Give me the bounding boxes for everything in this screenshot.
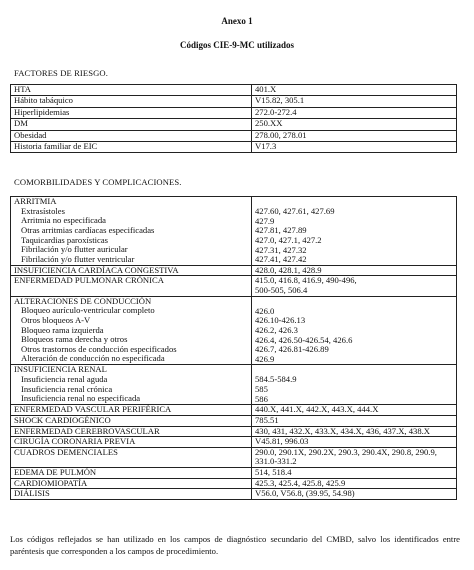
group-title: ALTERACIONES DE CONDUCCIÓN bbox=[14, 295, 152, 306]
table-row bbox=[11, 478, 457, 489]
group-item-code: 426.0 bbox=[255, 305, 275, 316]
group-item-label: Insuficiencia renal aguda bbox=[21, 374, 108, 384]
row-code bbox=[252, 276, 457, 296]
table-row bbox=[11, 365, 457, 405]
group-title: INSUFICIENCIA RENAL bbox=[14, 364, 107, 375]
table-row bbox=[11, 276, 457, 296]
row-code: 440.X, 441.X, 442.X, 443.X, 444.X bbox=[252, 405, 457, 416]
table-row bbox=[11, 265, 457, 276]
table-row bbox=[11, 405, 457, 416]
risk-label: HTA bbox=[11, 85, 252, 96]
group-item-code: 427.0, 427.1, 427.2 bbox=[255, 234, 322, 245]
group-item-code: 426.9 bbox=[255, 353, 275, 364]
row-label: SHOCK CARDIOGÉNICO bbox=[11, 415, 252, 426]
group-item-code: 427.81, 427.89 bbox=[255, 225, 307, 236]
group-item-label: Otros bloqueos A-V bbox=[21, 314, 91, 325]
conduccion-codes bbox=[252, 296, 457, 365]
row-label: INSUFICIENCIA CARDÍACA CONGESTIVA bbox=[11, 265, 252, 276]
table-row bbox=[11, 426, 457, 437]
comorbidities-table bbox=[10, 196, 457, 500]
group-item-code: 427.9 bbox=[255, 215, 275, 226]
risk-code: 272.0-272.4 bbox=[252, 107, 457, 118]
conduccion-cell bbox=[11, 296, 252, 365]
group-item-label: Fibrilación y/o flutter auricular bbox=[21, 244, 128, 255]
document-subtitle: Códigos CIE-9-MC utilizados bbox=[179, 40, 294, 50]
row-code bbox=[252, 447, 457, 467]
group-item-label: Bloqueo rama izquierda bbox=[21, 324, 104, 335]
group-item-code: 585 bbox=[255, 384, 268, 394]
insuf-renal-cell bbox=[11, 365, 252, 405]
row-label: CUADROS DEMENCIALES bbox=[11, 447, 252, 467]
risk-factors-table bbox=[10, 84, 457, 153]
table-row bbox=[11, 447, 457, 467]
group-item-label: Fibrilación y/o flutter ventricular bbox=[21, 253, 135, 264]
row-code-line: 331.0-331.2 bbox=[255, 456, 297, 467]
group-item-code: 427.31, 427.32 bbox=[255, 244, 307, 255]
row-label: EDEMA DE PULMÓN bbox=[11, 468, 252, 479]
row-label: ENFERMEDAD CEREBROVASCULAR bbox=[11, 426, 252, 437]
row-code: 430, 431, 432.X, 433.X, 434.X, 436, 437.X, 438.X bbox=[252, 426, 457, 437]
risk-label: Hiperlipidemias bbox=[11, 107, 252, 118]
row-code: V56.0, V56.8, (39.95, 54.98) bbox=[252, 489, 457, 500]
group-item-code: 427.41, 427.42 bbox=[255, 254, 307, 265]
risk-code: 278.00, 278.01 bbox=[252, 130, 457, 141]
group-item-label: Bloqueos rama derecha y otros bbox=[21, 334, 128, 345]
row-code-line: 415.0, 416.8, 416.9, 490-496, bbox=[255, 275, 357, 286]
group-title: ARRITMIA bbox=[14, 196, 57, 206]
risk-code: V15.82, 305.1 bbox=[252, 96, 457, 107]
group-item-code: 426.7, 426.81-426.89 bbox=[255, 344, 329, 355]
row-code-line: 500-505, 506.4 bbox=[255, 285, 308, 295]
table-row bbox=[11, 296, 457, 365]
row-label: ENFERMEDAD VASCULAR PERIFÉRICA bbox=[11, 405, 252, 416]
risk-factors-heading: FACTORES DE RIESGO. bbox=[14, 68, 108, 78]
row-label: ENFERMEDAD PULMONAR CRÓNICA bbox=[11, 276, 252, 296]
footnote: Los códigos reflejados se han utilizado en los campos de diagnóstico secundario del CMBD, salvo los identificados entre paréntesis que corresponden a los campos de procedimiento. bbox=[10, 534, 460, 556]
risk-code: 250.XX bbox=[252, 119, 457, 130]
group-item-label: Arritmia no especificada bbox=[21, 215, 106, 226]
table-row bbox=[11, 141, 457, 152]
arritmia-codes bbox=[252, 197, 457, 266]
table-row bbox=[11, 489, 457, 500]
row-code: V45.81, 996.03 bbox=[252, 437, 457, 448]
arritmia-cell bbox=[11, 197, 252, 266]
table-row bbox=[11, 130, 457, 141]
risk-code: V17.3 bbox=[252, 141, 457, 152]
group-item-code: 426.2, 426.3 bbox=[255, 324, 298, 335]
table-row bbox=[11, 107, 457, 118]
table-row bbox=[11, 437, 457, 448]
risk-code: 401.X bbox=[252, 85, 457, 96]
comorbidities-heading: COMORBILIDADES Y COMPLICACIONES. bbox=[14, 177, 182, 187]
table-row bbox=[11, 415, 457, 426]
row-code: 428.0, 428.1, 428.9 bbox=[252, 265, 457, 276]
group-item-label: Otros trastornos de conducción especificados bbox=[21, 343, 177, 354]
group-item-label: Bloqueo aurículo-ventricular completo bbox=[21, 305, 155, 316]
table-row bbox=[11, 197, 457, 266]
row-label: CARDIOMIOPATÍA bbox=[11, 478, 252, 489]
group-item-code: 426.4, 426.50-426.54, 426.6 bbox=[255, 334, 353, 345]
table-row bbox=[11, 96, 457, 107]
group-item-label: Alteración de conducción no especificada bbox=[21, 353, 165, 364]
table-row bbox=[11, 85, 457, 96]
risk-label: DM bbox=[11, 119, 252, 130]
row-code: 785.51 bbox=[252, 415, 457, 426]
risk-label: Historia familiar de EIC bbox=[11, 141, 252, 152]
group-item-label: Extrasístoles bbox=[21, 205, 65, 216]
group-item-code: 584.5-584.9 bbox=[255, 374, 297, 385]
row-label: DIÁLISIS bbox=[11, 489, 252, 500]
table-row bbox=[11, 468, 457, 479]
row-code: 425.3, 425.4, 425.8, 425.9 bbox=[252, 478, 457, 489]
risk-label: Hábito tabáquico bbox=[11, 96, 252, 107]
annex-title: Anexo 1 bbox=[221, 16, 253, 26]
insuf-renal-codes bbox=[252, 365, 457, 405]
group-item-label: Insuficiencia renal no especificada bbox=[21, 393, 141, 404]
row-code: 514, 518.4 bbox=[252, 468, 457, 479]
group-item-code: 427.60, 427.61, 427.69 bbox=[255, 206, 335, 216]
group-item-label: Otras arritmias cardíacas especificadas bbox=[21, 224, 155, 235]
risk-label: Obesidad bbox=[11, 130, 252, 141]
row-code-line: 290.0, 290.1X, 290.2X, 290.3, 290.4X, 290.8, 290.9, bbox=[255, 446, 437, 457]
group-item-label: Taquicardias paroxísticas bbox=[21, 234, 108, 245]
row-label: CIRUGÍA CORONARIA PREVIA bbox=[11, 437, 252, 448]
group-item-code: 426.10-426.13 bbox=[255, 315, 306, 326]
table-row bbox=[11, 119, 457, 130]
group-item-label: Insuficiencia renal crónica bbox=[21, 383, 113, 394]
group-item-code: 586 bbox=[255, 393, 268, 404]
